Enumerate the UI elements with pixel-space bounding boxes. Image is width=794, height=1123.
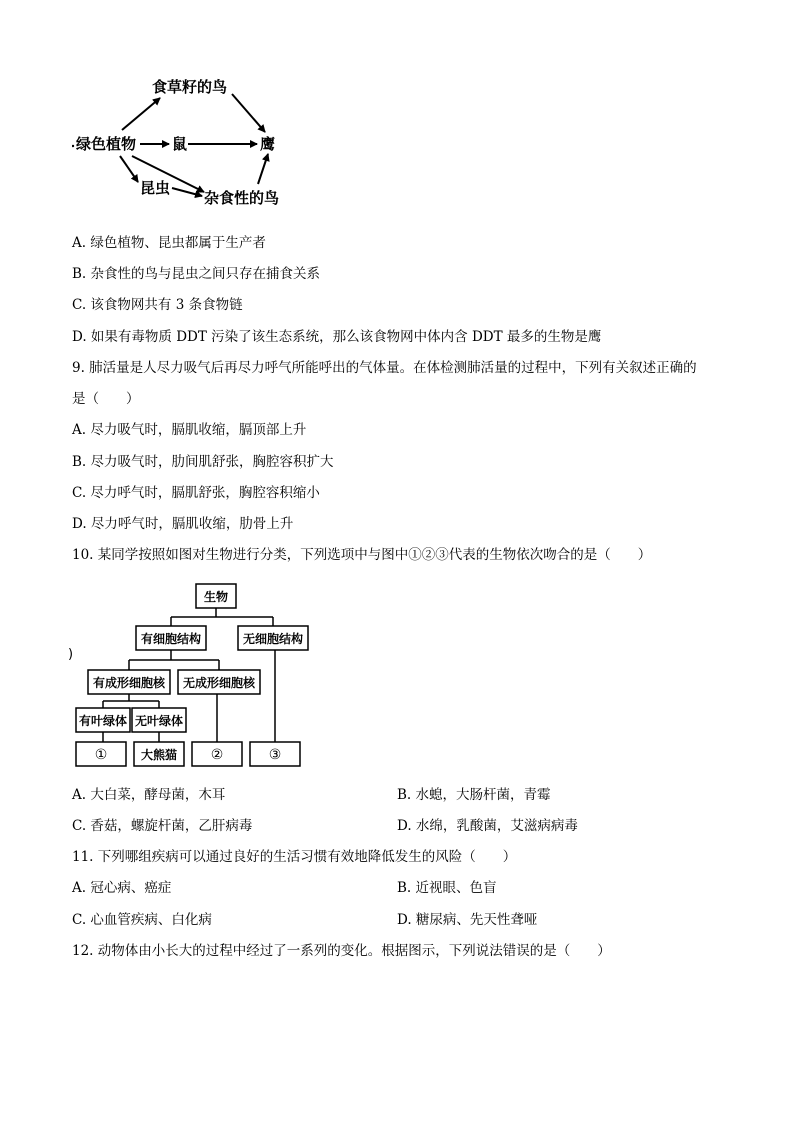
label-leaf-3: ③: [268, 747, 282, 763]
q10-option-a: A. 大白菜，酵母菌，木耳: [72, 787, 226, 803]
label-leaf-1: ①: [94, 747, 108, 763]
node-seed-bird: 食草籽的鸟: [152, 78, 228, 96]
q9-option-a: A. 尽力吸气时，膈肌收缩，膈顶部上升: [72, 422, 307, 438]
stray-paren: ): [68, 647, 74, 662]
label-acellular: 无细胞结构: [242, 632, 304, 646]
q8-option-b: B. 杂食性的鸟与昆虫之间只存在捕食关系: [72, 266, 321, 282]
arrow-omnivore-hawk: [258, 154, 268, 184]
food-web-diagram: [72, 68, 302, 213]
q11-option-b: B. 近视眼、色盲: [397, 880, 497, 896]
q10-option-d: D. 水绵，乳酸菌，艾滋病病毒: [397, 818, 578, 834]
arrow-plants-insect: [120, 156, 138, 182]
label-cellular: 有细胞结构: [140, 632, 202, 646]
label-root: 生物: [203, 590, 229, 604]
q8-option-d: D. 如果有毒物质 DDT 污染了该生态系统，那么该食物网中体内含 DDT 最多的生物是鹰: [72, 329, 602, 345]
label-nucleated: 有成形细胞核: [92, 676, 166, 690]
q9-option-d: D. 尽力呼气时，膈肌收缩，肋骨上升: [72, 516, 294, 532]
node-mouse: 鼠: [172, 135, 188, 153]
q11-option-a: A. 冠心病、癌症: [72, 880, 172, 896]
q12-stem: 12. 动物体由小长大的过程中经过了一系列的变化。根据图示，下列说法错误的是（ ）: [72, 943, 611, 959]
q11-stem: 11. 下列哪组疾病可以通过良好的生活习惯有效地降低发生的风险（ ）: [72, 849, 517, 865]
arrow-plants-seedbird: [122, 98, 160, 130]
connector-nucleated: [103, 694, 159, 708]
label-leaf-2: ②: [210, 747, 224, 763]
q9-option-b: B. 尽力吸气时，肋间肌舒张，胸腔容积扩大: [72, 454, 334, 470]
q8-option-c: C. 该食物网共有 3 条食物链: [72, 297, 243, 313]
q10-option-b: B. 水螅，大肠杆菌，青霉: [397, 787, 551, 803]
stray-mark: [72, 145, 74, 147]
node-hawk: 鹰: [260, 135, 276, 153]
node-green-plants: 绿色植物: [76, 135, 137, 153]
label-leaf-panda: 大熊猫: [140, 748, 178, 762]
q10-option-c: C. 香菇，螺旋杆菌，乙肝病毒: [72, 818, 253, 834]
node-omnivore-bird: 杂食性的鸟: [204, 189, 280, 207]
q11-option-c: C. 心血管疾病、白化病: [72, 912, 212, 928]
q11-option-d: D. 糖尿病、先天性聋哑: [397, 912, 538, 928]
connector-root: [171, 608, 273, 626]
node-insect: 昆虫: [140, 179, 171, 197]
label-non-nucleated: 无成形细胞核: [182, 676, 256, 690]
q8-option-a: A. 绿色植物、昆虫都属于生产者: [72, 235, 266, 251]
label-chloroplast: 有叶绿体: [78, 714, 128, 728]
q9-stem-line2: 是（ ）: [72, 391, 140, 407]
q9-option-c: C. 尽力呼气时，膈肌舒张，胸腔容积缩小: [72, 485, 320, 501]
q10-stem: 10. 某同学按照如图对生物进行分类，下列选项中与图中①②③代表的生物依次吻合的是（ ）: [72, 547, 652, 563]
q9-stem-line1: 9. 肺活量是人尽力吸气后再尽力呼气所能呼出的气体量。在体检测肺活量的过程中，下列有关叙述正确的: [72, 360, 697, 376]
connector-cellular: [129, 650, 219, 670]
classification-tree-diagram: [66, 582, 316, 772]
label-no-chloroplast: 无叶绿体: [134, 714, 184, 728]
arrow-seedbird-hawk: [232, 94, 265, 132]
